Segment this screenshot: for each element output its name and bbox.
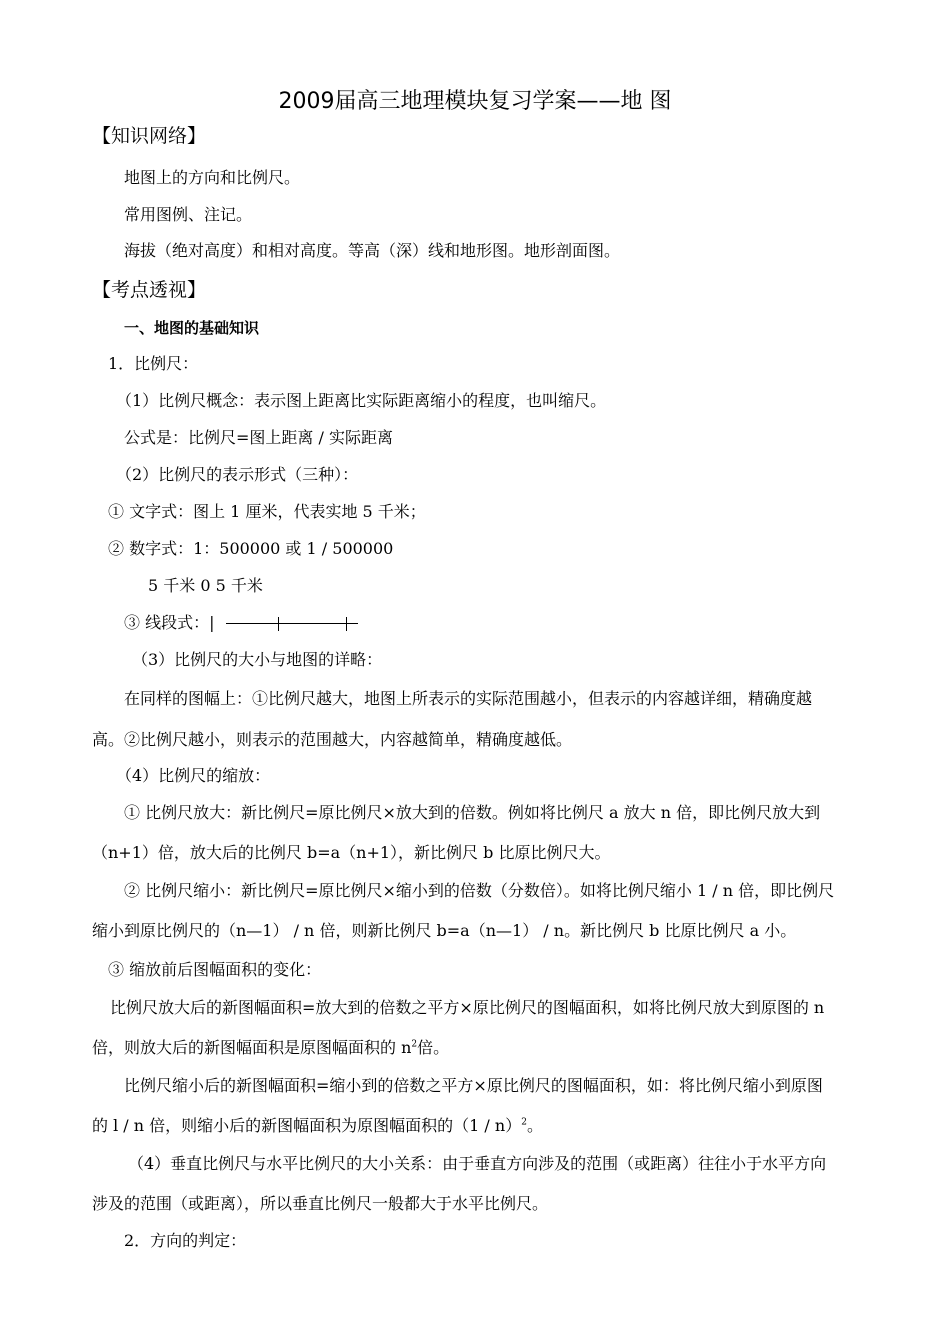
scale-shrink-line-1: ② 比例尺缩小：新比例尺=原比例尺×缩小到的倍数（分数倍）。如将比例尺缩小 1 / n 倍，即比例尺 <box>124 881 835 900</box>
vertical-scale-line-1: （4）垂直比例尺与水平比例尺的大小关系：由于垂直方向涉及的范围（或距离）往往小于水平方向 <box>128 1154 827 1173</box>
direction-heading: 2．方向的判定： <box>124 1231 247 1250</box>
area-enlarge-line-2 <box>92 1038 449 1058</box>
network-item-3: 海拔（绝对高度）和相对高度。等高（深）线和地形图。地形剖面图。 <box>124 241 621 260</box>
area-enlarge-line-1: 比例尺放大后的新图幅面积=放大到的倍数之平方×原比例尺的图幅面积，如将比例尺放大到原图的 n <box>110 998 825 1017</box>
scale-concept: （1）比例尺概念：表示图上距离比实际距离缩小的程度，也叫缩尺。 <box>116 391 607 410</box>
scale-shrink-line-2: 缩小到原比例尺的（n—1） / n 倍，则新比例尺 b=a（n—1） / n。新比例尺 b 比原比例尺 a 小。 <box>92 921 797 940</box>
scale-detail-heading: （3）比例尺的大小与地图的详略： <box>132 650 383 669</box>
area-enlarge-superscript: 2 <box>411 1039 418 1050</box>
scale-detail-line-2: 高。②比例尺越小，则表示的范围越大，内容越简单，精确度越低。 <box>92 730 573 749</box>
scale-form-line-label: ③ 线段式：| <box>124 613 215 632</box>
scale-zoom-heading: （4）比例尺的缩放： <box>116 766 271 785</box>
area-shrink-line-2 <box>92 1116 543 1136</box>
area-shrink-tail: 。 <box>526 1116 543 1135</box>
area-enlarge-text: 倍，则放大后的新图幅面积是原图幅面积的 n <box>92 1038 412 1057</box>
scale-forms-heading: （2）比例尺的表示形式（三种）： <box>116 465 359 484</box>
area-change-heading: ③ 缩放前后图幅面积的变化： <box>108 960 322 979</box>
page-title: 2009届高三地理模块复习学案——地 图 <box>278 89 672 114</box>
scale-form-line <box>124 613 358 633</box>
scale-enlarge-line-1: ① 比例尺放大：新比例尺=原比例尺×放大到的倍数。例如将比例尺 a 放大 n 倍，即比例尺放大到 <box>124 803 821 822</box>
network-item-2: 常用图例、注记。 <box>124 205 253 224</box>
area-shrink-superscript: 2 <box>521 1117 527 1128</box>
scale-form-numeric: ② 数字式：1：500000 或 1 / 500000 <box>108 539 394 558</box>
scale-form-text: ① 文字式：图上 1 厘米，代表实地 5 千米； <box>108 502 426 521</box>
area-enlarge-tail: 倍。 <box>417 1038 450 1057</box>
scale-bar-graphic <box>226 617 358 631</box>
section-exam-points: 【考点透视】 <box>92 279 207 301</box>
scale-bar-labels: 5 千米 0 5 千米 <box>148 576 263 595</box>
area-shrink-line-1: 比例尺缩小后的新图幅面积=缩小到的倍数之平方×原比例尺的图幅面积，如：将比例尺缩小到原图 <box>124 1076 823 1095</box>
section-knowledge-network: 【知识网络】 <box>92 125 207 147</box>
network-item-1: 地图上的方向和比例尺。 <box>124 168 301 187</box>
scale-heading: 1．比例尺： <box>108 354 199 373</box>
scale-detail-line-1: 在同样的图幅上：①比例尺越大，地图上所表示的实际范围越小，但表示的内容越详细，精确度越 <box>124 689 813 708</box>
scale-enlarge-line-2: （n+1）倍，放大后的比例尺 b=a（n+1），新比例尺 b 比原比例尺大。 <box>92 843 611 862</box>
part1-heading: 一、地图的基础知识 <box>124 319 260 337</box>
vertical-scale-line-2: 涉及的范围（或距离），所以垂直比例尺一般都大于水平比例尺。 <box>92 1194 549 1213</box>
scale-formula: 公式是：比例尺=图上距离 / 实际距离 <box>124 428 393 447</box>
area-shrink-text: 的 l / n 倍，则缩小后的新图幅面积为原图幅面积的（1 / n） <box>92 1116 522 1135</box>
